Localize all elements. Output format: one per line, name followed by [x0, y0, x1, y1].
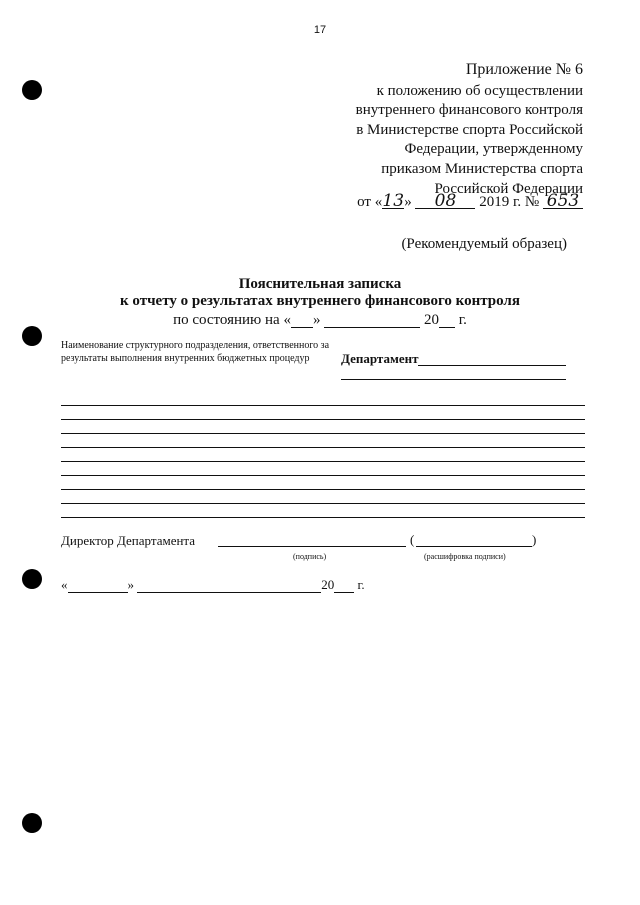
- department-label: Департамент: [341, 351, 419, 366]
- page-number: 17: [313, 24, 327, 36]
- approval-year: 2019 г. №: [479, 194, 540, 210]
- appendix-line: Российской Федерации: [434, 180, 583, 197]
- date-line-year-blank[interactable]: [334, 578, 354, 593]
- note-date-line: [0, 312, 640, 329]
- recommended-sample: (Рекомендуемый образец): [401, 236, 567, 252]
- date-line: [61, 577, 365, 593]
- body-line-9[interactable]: [61, 517, 585, 518]
- body-line-7[interactable]: [61, 489, 585, 490]
- body-line-2[interactable]: [61, 419, 585, 420]
- note-title: Пояснительная записка: [238, 276, 402, 292]
- approval-line: [357, 191, 583, 211]
- appendix-line: приказом Министерства спорта: [381, 160, 583, 177]
- decoding-caption: (расшифровка подписи): [424, 552, 506, 561]
- date-suffix: г.: [458, 312, 467, 328]
- date-prefix: по состоянию на «: [173, 312, 291, 328]
- body-line-3[interactable]: [61, 433, 585, 434]
- binder-hole-4: [22, 813, 42, 833]
- signature-title: Директор Департамента: [61, 533, 196, 548]
- date-open-quote: «: [61, 577, 68, 592]
- approval-quote-close: »: [404, 194, 412, 210]
- date-line-day-blank[interactable]: [68, 578, 128, 593]
- appendix-line: внутреннего финансового контроля: [355, 102, 583, 119]
- department-field-line[interactable]: [418, 365, 566, 366]
- binder-hole-1: [22, 80, 42, 100]
- appendix-line: к положению об осуществлении: [376, 82, 583, 99]
- date-year: 20: [423, 312, 439, 328]
- date-month-blank: [324, 313, 420, 328]
- approval-day: 13: [382, 191, 405, 211]
- binder-hole-3: [22, 569, 42, 589]
- body-line-4[interactable]: [61, 447, 585, 448]
- body-line-5[interactable]: [61, 461, 585, 462]
- date-line-month-blank[interactable]: [137, 578, 321, 593]
- date-year-blank: [439, 313, 455, 328]
- note-subtitle: к отчету о результатах внутреннего финансового контроля: [120, 293, 520, 309]
- body-line-6[interactable]: [61, 475, 585, 476]
- appendix-block: [356, 60, 583, 199]
- signature-caption: (подпись): [293, 552, 327, 561]
- date-close-quote: »: [127, 577, 134, 592]
- approval-number: 653: [543, 194, 583, 209]
- signature-open-paren: (: [410, 532, 415, 547]
- signature-line[interactable]: [218, 546, 406, 547]
- unit-label: Наименование структурного подразделения, ответственного за результаты выполнения внутренних бюджетных процедур: [61, 340, 330, 364]
- date-line-year: 20: [321, 577, 335, 592]
- date-line-suffix: г.: [357, 577, 365, 592]
- body-line-8[interactable]: [61, 503, 585, 504]
- department-field-line-2[interactable]: [341, 379, 566, 380]
- signature-decoding-line[interactable]: [416, 546, 532, 547]
- body-line-1[interactable]: [61, 405, 585, 406]
- approval-month: 08: [415, 194, 475, 209]
- appendix-line: Федерации, утвержденному: [404, 141, 583, 158]
- date-day-blank: [291, 313, 313, 328]
- binder-hole-2: [22, 326, 42, 346]
- signature-close-paren: ): [532, 532, 537, 547]
- date-quote-close: »: [312, 312, 321, 328]
- approval-prefix: от «: [357, 194, 383, 210]
- appendix-title: Приложение № 6: [465, 61, 583, 78]
- appendix-line: в Министерстве спорта Российской: [356, 121, 583, 138]
